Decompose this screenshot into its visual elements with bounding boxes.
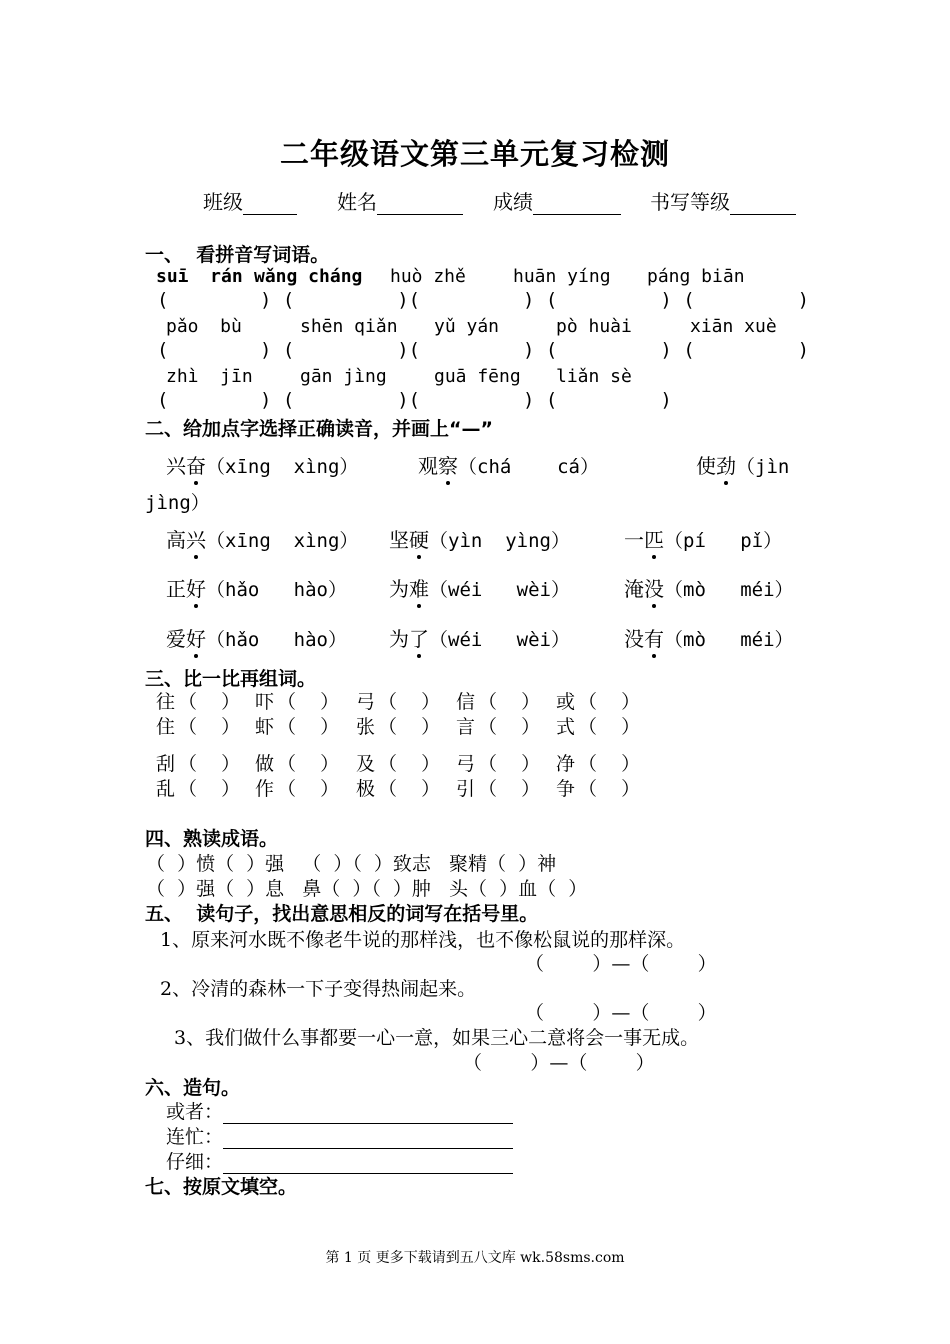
- compare-word-brackets[interactable]: （ ）: [378, 778, 441, 800]
- section-5-heading: 五、 读句子，找出意思相反的词写在括号里。: [145, 903, 539, 925]
- sentence-2: 2、冷清的森林一下子变得热闹起来。: [160, 978, 477, 1000]
- pinyin-item: suī rán: [156, 266, 243, 287]
- compare-word-brackets[interactable]: （ ）: [378, 691, 441, 713]
- answer-brackets-row-1[interactable]: ( ) ( )( ) ( ) ( ): [157, 289, 810, 311]
- compare-word-item[interactable]: 争: [556, 778, 576, 800]
- reading-item[interactable]: 一匹（pí pǐ）: [624, 528, 783, 552]
- compare-word-brackets[interactable]: （ ）: [478, 753, 541, 775]
- pinyin-item: shēn qiǎn: [300, 316, 398, 337]
- pinyin-item: páng biān: [647, 266, 745, 287]
- compare-word-brackets[interactable]: （ ）: [478, 778, 541, 800]
- reading-item[interactable]: 正好（hǎo hào）: [166, 577, 347, 601]
- section-6-heading: 六、造句。: [145, 1077, 241, 1099]
- compare-word-brackets[interactable]: （ ）: [578, 778, 641, 800]
- name-field[interactable]: [337, 186, 463, 215]
- section-7-heading: 七、按原文填空。: [145, 1176, 298, 1198]
- compare-word-item[interactable]: 张: [356, 716, 376, 738]
- antonym-answer-2[interactable]: （ ）—（ ）: [525, 1002, 717, 1024]
- reading-item[interactable]: 坚硬（yìn yìng）: [389, 528, 570, 552]
- pinyin-item: liǎn sè: [556, 366, 632, 387]
- idiom-line-1[interactable]: （ ）愤（ ）强 （ ）（ ）致志 聚精（ ）神: [146, 853, 557, 875]
- compare-word-brackets[interactable]: （ ）: [578, 753, 641, 775]
- reading-item[interactable]: 高兴（xīng xìng）: [166, 528, 359, 552]
- sentence-1: 1、原来河水既不像老牛说的那样浅，也不像松鼠说的那样深。: [160, 929, 686, 951]
- reading-item[interactable]: 使劲（jìn: [696, 454, 790, 478]
- compare-word-item[interactable]: 极: [356, 778, 376, 800]
- compare-word-item[interactable]: 做: [255, 753, 275, 775]
- pinyin-item: pò huài: [556, 316, 632, 337]
- compare-word-item[interactable]: 或: [556, 691, 576, 713]
- compare-word-brackets[interactable]: （ ）: [578, 716, 641, 738]
- compare-word-item[interactable]: 弓: [456, 753, 476, 775]
- compare-word-item[interactable]: 及: [356, 753, 376, 775]
- compare-word-brackets[interactable]: （ ）: [277, 691, 340, 713]
- writing-grade-label: 书写等级: [650, 190, 730, 214]
- sentence-field-zixi[interactable]: 仔细：: [166, 1147, 513, 1174]
- page-footer: 第 1 页 更多下载请到五八文库 wk.58sms.com: [325, 1250, 625, 1266]
- section-2-heading: 二、给加点字选择正确读音，并画上“—”: [145, 418, 493, 440]
- pinyin-item: wǎng cháng: [254, 266, 363, 287]
- reading-item[interactable]: 淹没（mò méi）: [624, 577, 794, 601]
- compare-word-brackets[interactable]: （ ）: [478, 691, 541, 713]
- pinyin-item: yǔ yán: [434, 316, 500, 337]
- class-field[interactable]: [203, 186, 297, 215]
- sentence-3: 3、我们做什么事都要一心一意，如果三心二意将会一事无成。: [174, 1027, 700, 1049]
- reading-item[interactable]: 为难（wéi wèi）: [389, 577, 570, 601]
- compare-word-item[interactable]: 作: [255, 778, 275, 800]
- pinyin-item: pǎo bù: [166, 316, 242, 337]
- compare-word-item[interactable]: 言: [456, 716, 476, 738]
- compare-word-item[interactable]: 住: [156, 716, 176, 738]
- pinyin-item: huò zhě: [390, 266, 466, 287]
- compare-word-item[interactable]: 信: [456, 691, 476, 713]
- class-label: 班级: [203, 190, 243, 214]
- sentence-field-huozhe[interactable]: 或者：: [166, 1097, 513, 1124]
- antonym-answer-1[interactable]: （ ）—（ ）: [525, 953, 717, 975]
- section-1-heading: 一、 看拼音写词语。: [145, 244, 330, 266]
- section-3-heading: 三、比一比再组词。: [145, 668, 317, 690]
- compare-word-item[interactable]: 刮: [156, 753, 176, 775]
- compare-word-brackets[interactable]: （ ）: [178, 753, 241, 775]
- compare-word-brackets[interactable]: （ ）: [178, 778, 241, 800]
- compare-word-item[interactable]: 虾: [255, 716, 275, 738]
- pinyin-item: gān jìng: [300, 366, 387, 387]
- compare-word-item[interactable]: 吓: [255, 691, 275, 713]
- compare-word-brackets[interactable]: （ ）: [478, 716, 541, 738]
- writing-grade-field[interactable]: [650, 186, 796, 215]
- reading-item[interactable]: 兴奋（xīng xìng）: [166, 454, 359, 478]
- answer-brackets-row-3[interactable]: ( ) ( )( ) ( ): [157, 389, 672, 411]
- score-label: 成绩: [493, 190, 533, 214]
- page-title: 二年级语文第三单元复习检测: [279, 137, 670, 171]
- pinyin-item: zhì jīn: [166, 366, 253, 387]
- score-field[interactable]: [493, 186, 621, 215]
- compare-word-brackets[interactable]: （ ）: [178, 691, 241, 713]
- compare-word-brackets[interactable]: （ ）: [378, 753, 441, 775]
- compare-word-brackets[interactable]: （ ）: [378, 716, 441, 738]
- compare-word-item[interactable]: 净: [556, 753, 576, 775]
- pinyin-item: huān yíng: [513, 266, 611, 287]
- compare-word-item[interactable]: 乱: [156, 778, 176, 800]
- pinyin-item: xiān xuè: [690, 316, 777, 337]
- reading-item[interactable]: 观察（chá cá）: [418, 454, 599, 478]
- name-label: 姓名: [337, 190, 377, 214]
- compare-word-item[interactable]: 往: [156, 691, 176, 713]
- compare-word-brackets[interactable]: （ ）: [277, 753, 340, 775]
- reading-item[interactable]: 爱好（hǎo hào）: [166, 627, 347, 651]
- compare-word-brackets[interactable]: （ ）: [277, 778, 340, 800]
- reading-item[interactable]: 没有（mò méi）: [624, 627, 794, 651]
- compare-word-brackets[interactable]: （ ）: [578, 691, 641, 713]
- answer-brackets-row-2[interactable]: ( ) ( )( ) ( ) ( ): [157, 339, 810, 361]
- compare-word-item[interactable]: 式: [556, 716, 576, 738]
- compare-word-item[interactable]: 引: [456, 778, 476, 800]
- reading-item-continued: jìng）: [145, 492, 210, 514]
- compare-word-brackets[interactable]: （ ）: [178, 716, 241, 738]
- compare-word-brackets[interactable]: （ ）: [277, 716, 340, 738]
- compare-word-item[interactable]: 弓: [356, 691, 376, 713]
- idiom-line-2[interactable]: （ ）强（ ）息 鼻（ ）（ ）肿 头（ ）血（ ）: [146, 878, 588, 900]
- sentence-field-lianmang[interactable]: 连忙：: [166, 1122, 513, 1149]
- pinyin-item: guā fēng: [434, 366, 521, 387]
- antonym-answer-3[interactable]: （ ）—（ ）: [463, 1052, 655, 1074]
- section-4-heading: 四、熟读成语。: [145, 828, 279, 850]
- reading-item[interactable]: 为了（wéi wèi）: [389, 627, 570, 651]
